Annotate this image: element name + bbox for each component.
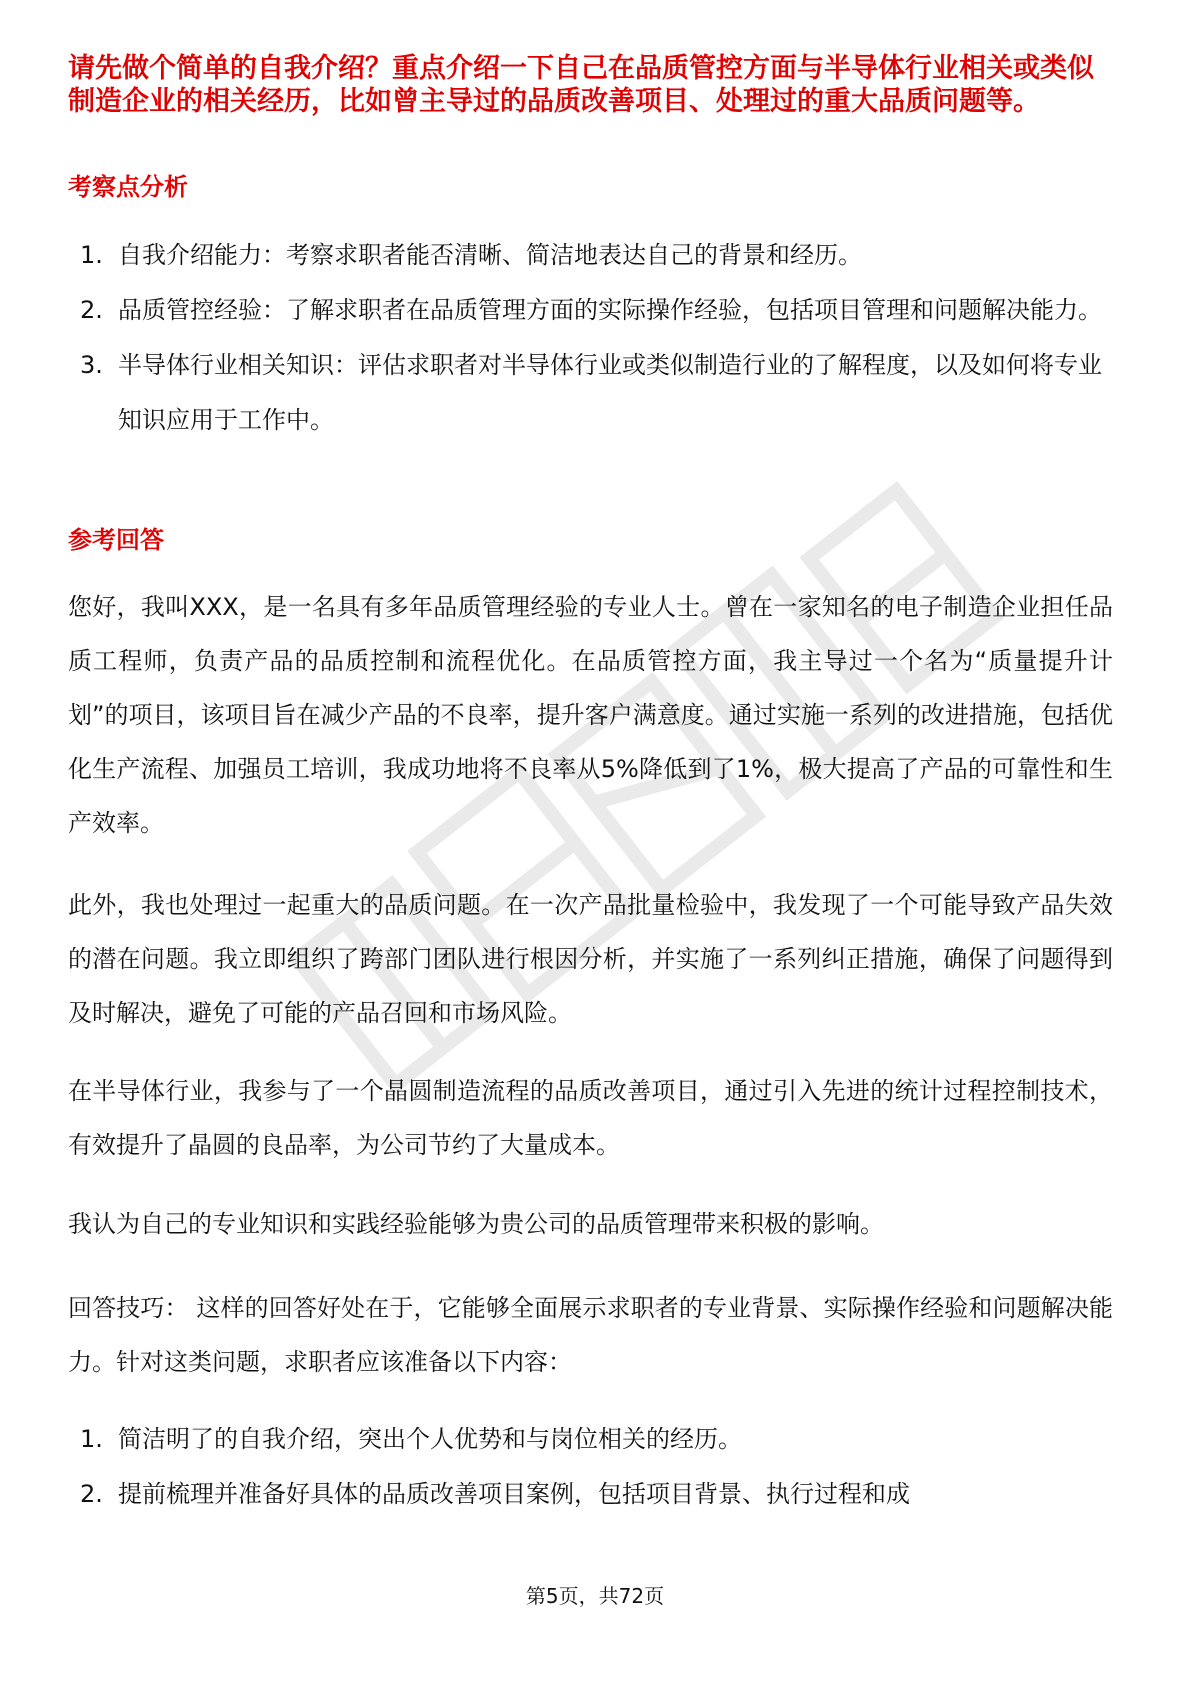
list-item-text: 品质管控经验：了解求职者在品质管理方面的实际操作经验，包括项目管理和问题解决能力。 — [118, 296, 1102, 324]
page-number: 第5页，共72页 — [525, 1584, 665, 1608]
list-item — [68, 338, 1118, 448]
answer-paragraph: 在半导体行业，我参与了一个晶圆制造流程的品质改善项目，通过引入先进的统计过程控制技术，有效提升了晶圆的良品率，为公司节约了大量成本。 — [68, 1077, 1113, 1159]
list-item-text: 自我介绍能力：考察求职者能否清晰、简洁地表达自己的背景和经历。 — [118, 241, 862, 269]
list-number: 1. — [80, 1425, 103, 1453]
answer-heading: 参考回答 — [68, 526, 164, 554]
list-item — [68, 283, 1118, 338]
list-item — [68, 1412, 1118, 1467]
list-item — [68, 1467, 1118, 1522]
list-number: 1. — [80, 241, 103, 269]
list-item-text: 提前梳理并准备好具体的品质改善项目案例，包括项目背景、执行过程和成 — [118, 1480, 910, 1508]
tips-list — [68, 1412, 1118, 1522]
analysis-heading: 考察点分析 — [68, 173, 188, 201]
answer-paragraph: 您好，我叫XXX，是一名具有多年品质管理经验的专业人士。曾在一家知名的电子制造企业担任品质工程师，负责产品的品质控制和流程优化。在品质管控方面，我主导过一个名为“质量提升计划”的项目，该项目旨在减少产品的不良率，提升客户满意度。通过实施一系列的改进措施，包括优化生产流程、加强员工培训，我成功地将不良率从5%降低到了1%，极大提高了产品的可靠性和生产效率。 — [68, 593, 1113, 837]
list-number: 2. — [80, 1480, 103, 1508]
list-number: 3. — [80, 351, 103, 379]
list-item-text: 半导体行业相关知识：评估求职者对半导体行业或类似制造行业的了解程度，以及如何将专业知识应用于工作中。 — [118, 351, 1102, 434]
list-item-text: 简洁明了的自我介绍，突出个人优势和与岗位相关的经历。 — [118, 1425, 742, 1453]
list-item — [68, 228, 1118, 283]
question-text: 请先做个简单的自我介绍？重点介绍一下自己在品质管控方面与半导体行业相关或类似制造企业的相关经历，比如曾主导过的品质改善项目、处理过的重大品质问题等。 — [68, 53, 1094, 117]
analysis-list — [68, 228, 1118, 448]
answer-paragraph: 我认为自己的专业知识和实践经验能够为贵公司的品质管理带来积极的影响。 — [68, 1210, 884, 1238]
tips-intro-paragraph: 回答技巧： 这样的回答好处在于，它能够全面展示求职者的专业背景、实际操作经验和问题解决能力。针对这类问题，求职者应该准备以下内容： — [68, 1294, 1113, 1376]
list-number: 2. — [80, 296, 103, 324]
answer-paragraph: 此外，我也处理过一起重大的品质问题。在一次产品批量检验中，我发现了一个可能导致产品失效的潜在问题。我立即组织了跨部门团队进行根因分析，并实施了一系列纠正措施，确保了问题得到及时解决，避免了可能的产品召回和市场风险。 — [68, 891, 1113, 1027]
